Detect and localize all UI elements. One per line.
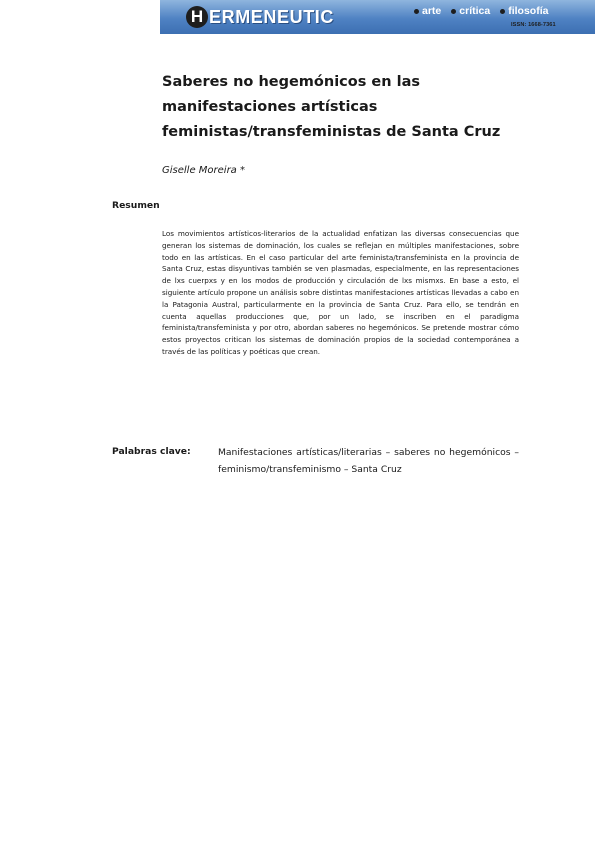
journal-sections [414,5,548,17]
journal-banner [160,0,595,34]
section-label: arte [422,5,442,17]
bullet-icon [451,9,456,14]
logo-wordmark: ERMENEUTIC [209,6,335,27]
keywords-label: Palabras clave: [112,446,191,457]
section-arte [414,5,441,17]
bullet-icon [414,9,419,14]
keywords-text: Manifestaciones artísticas/literarias – saberes no hegemónicos – feminismo/transfeminismo – Santa Cruz [218,447,519,475]
logo-letter-badge: H [186,6,208,28]
article-title: Saberes no hegemónicos en las manifestaciones artísticas feministas/transfeministas de Santa Cruz [162,74,501,140]
section-label: filosofía [508,5,549,17]
section-filosofia [500,5,548,17]
journal-logo [186,5,334,29]
section-label: crítica [459,5,491,17]
abstract-heading: Resumen [112,200,160,211]
issn-label: ISSN: 1668-7361 [511,22,556,28]
article-author: Giselle Moreira * [162,165,245,176]
bullet-icon [500,9,505,14]
section-critica [451,5,490,17]
abstract-text: Los movimientos artísticos-literarios de la actualidad enfatizan las diversas consecuencias que generan los sistemas de dominación, los cuales se reflejan en múltiples manifestaciones, sobre todo en las artísticas. En el caso particular del arte feminista/transfeminista en la provincia de Santa Cruz, estas disyuntivas también se ven plasmadas, especialmente, en las representaciones de lxs cuerpxs y en los modos de producción y circulación de lxs mismxs. En base a esto, el siguiente artículo propone un análisis sobre distintas manifestaciones artísticas llevadas a cabo en la Patagonia Austral, particularmente en la provincia de Santa Cruz. Para ello, se tendrán en cuenta aquellas producciones que, por un lado, se inscriben en el paradigma feminista/transfeminista y por otro, abordan saberes no hegemónicos. Se pretende mostrar cómo estos proyectos critican los sistemas de dominación propios de la sociedad contemporánea a través de las políticas y poéticas que crean. [162,229,519,356]
